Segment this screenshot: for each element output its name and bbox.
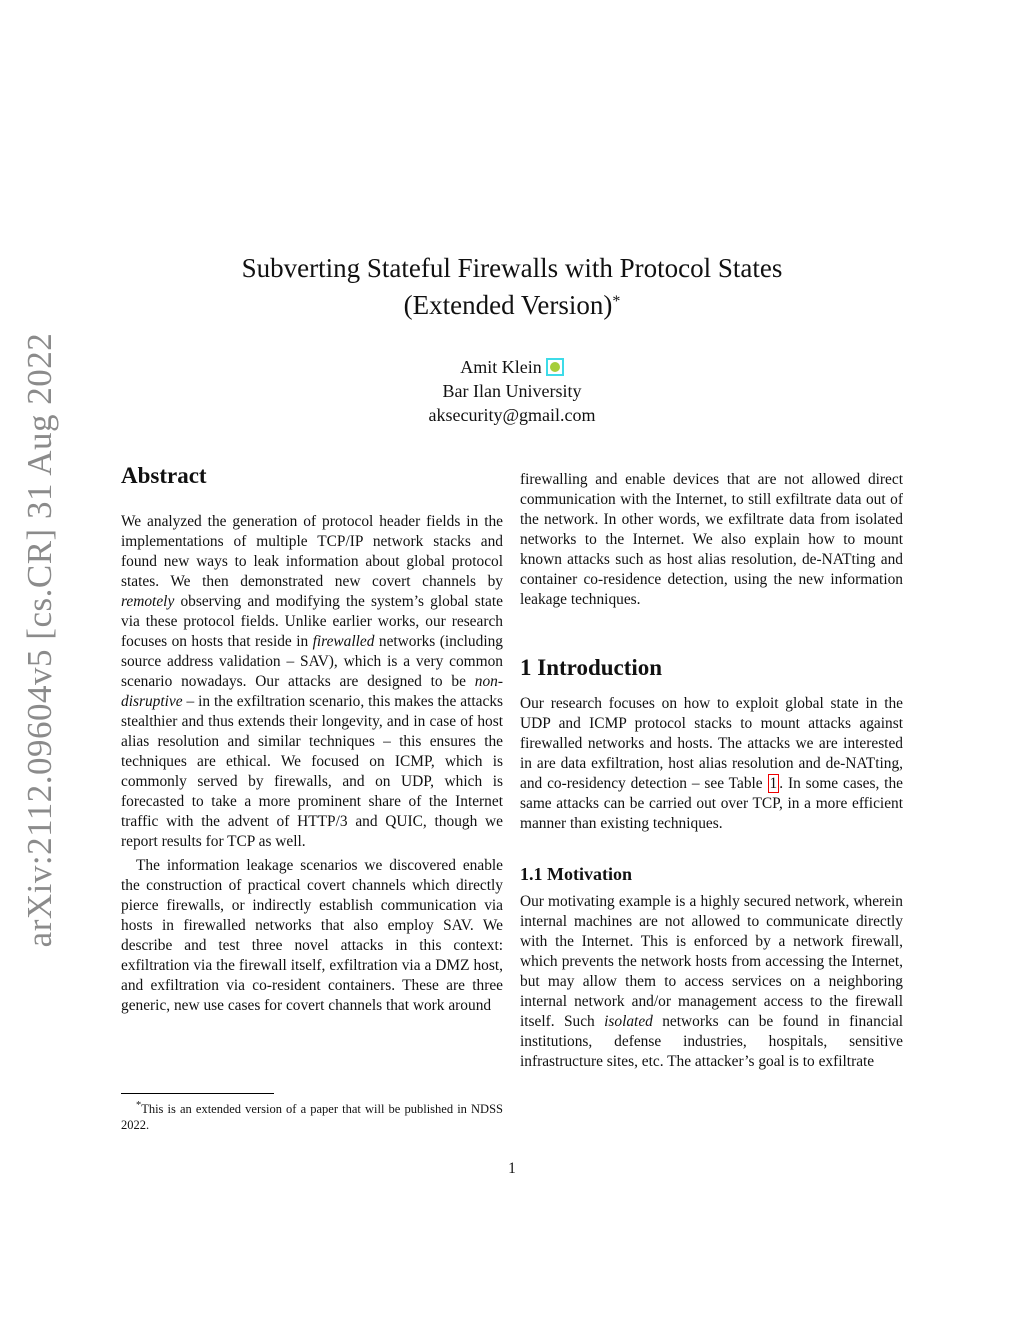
footnote xyxy=(121,1098,503,1133)
motivation-p1-text-b: networks can be found in financial institutions, defense industries, hospitals, sensitive infrastructure sites, etc. The attacker’s goal is to exfiltrate xyxy=(520,1013,903,1070)
motivation-heading: 1.1 Motivation xyxy=(520,864,632,884)
author-name: Amit Klein xyxy=(460,357,542,377)
abstract-emphasis-non-disruptive: non-disruptive xyxy=(121,673,503,710)
motivation-p1-text-a: Our motivating example is a highly secured network, wherein internal machines are not allowed to communicate directly with the Internet. This is enforced by a network firewall, which prevents the network hosts from accessing the Internet, but may allow them to access services on a neighboring internal network and/or management access to the firewall itself. Such xyxy=(520,893,903,1030)
author-block xyxy=(0,355,1024,427)
orcid-icon[interactable] xyxy=(546,358,564,376)
page-number: 1 xyxy=(508,1160,516,1177)
abstract-p1-text-b: observing and modifying the system’s global state via these protocol fields. Unlike earlier works, our research focuses on hosts that reside in xyxy=(121,593,503,650)
abstract-paragraph-1 xyxy=(121,512,503,852)
abstract-paragraph-2-continued: firewalling and enable devices that are not allowed direct communication with the Internet, to still exfiltrate data out of the network. In other words, we exfiltrate data from isolated networks to the Internet. We also explain how to mount known attacks such as host alias resolution, de-NATting and container co-residence detection, using the new information leakage techniques. xyxy=(520,471,903,608)
title-line-1: Subverting Stateful Firewalls with Protocol States xyxy=(241,253,783,283)
motivation-paragraph-1 xyxy=(520,892,903,1072)
left-column xyxy=(121,462,503,1016)
author-email: aksecurity@gmail.com xyxy=(428,405,596,425)
abstract-p1-text-a: We analyzed the generation of protocol header fields in the implementations of multiple TCP/IP network stacks and found new ways to leak information about global protocol states. We then demonstrated new covert channels by xyxy=(121,513,503,590)
abstract-paragraph-2: The information leakage scenarios we discovered enable the construction of practical covert channels which directly pierce firewalls, or indirectly establish communication via hosts in firewalled networks that also employ SAV. We describe and test three novel attacks in this context: exfiltration via the firewall itself, exfiltration via a DMZ host, and exfiltration via co-resident containers. These are three generic, new use cases for covert channels that work around xyxy=(121,857,503,1014)
abstract-p1-text-c: networks (including source address validation – SAV), which is a very common scenario nowadays. Our attacks are designed to be xyxy=(121,633,503,690)
abstract-emphasis-firewalled: firewalled xyxy=(312,633,375,650)
footnote-text: This is an extended version of a paper that will be published in NDSS 2022. xyxy=(121,1102,503,1133)
abstract-p1-text-d: – in the exfiltration scenario, this makes the attacks stealthier and thus extends their longevity, and in case of host alias resolution and similar techniques – this ensures the techniques are ethical. We focused on ICMP, which is commonly served by firewalls, and on UDP, which is forecasted to take a more prominent share of the Internet traffic with the advent of HTTP/3 and QUIC, though we report results for TCP as well. xyxy=(121,693,503,850)
right-column xyxy=(520,470,903,1072)
motivation-emphasis-isolated: isolated xyxy=(604,1013,653,1030)
abstract-heading: Abstract xyxy=(121,463,207,488)
introduction-paragraph-1 xyxy=(520,694,903,834)
title-line-2 xyxy=(404,287,621,324)
author-name-line xyxy=(0,355,1024,379)
footnote-divider xyxy=(121,1093,274,1094)
footnote-mark: * xyxy=(136,1100,142,1111)
paper-title xyxy=(0,250,1024,324)
title-line-2-text: (Extended Version) xyxy=(403,290,613,320)
table-1-link[interactable]: 1 xyxy=(769,775,778,792)
intro-p1-text-b: . In some cases, the same attacks can be carried out over TCP, in a more efficient manner than existing techniques. xyxy=(520,775,903,832)
intro-p1-text-a: Our research focuses on how to exploit global state in the UDP and ICMP protocol stacks to mount attacks against firewalled networks and hosts. The attacks we are interested in are data exfiltration, host alias resolution and de-NATting, and co-residency detection – see Table xyxy=(520,695,903,792)
abstract-emphasis-remotely: remotely xyxy=(121,593,175,610)
title-footnote-mark: * xyxy=(612,293,621,310)
arxiv-stamp-text: arXiv:2112.09604v5 [cs.CR] 31 Aug 2022 xyxy=(20,332,59,948)
author-affiliation: Bar Ilan University xyxy=(442,381,582,401)
introduction-heading: 1 Introduction xyxy=(520,655,663,680)
